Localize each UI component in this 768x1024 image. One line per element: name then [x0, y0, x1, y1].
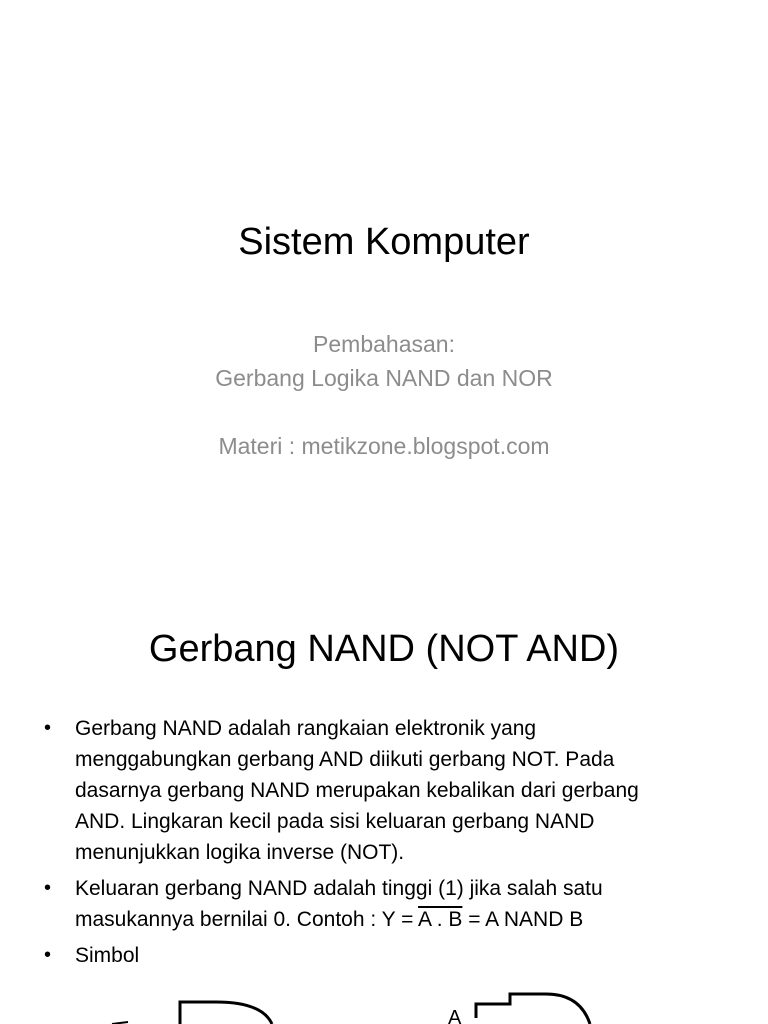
nand-gate-shape	[180, 1002, 272, 1024]
slide-2	[0, 565, 768, 1024]
bullet-item: • Simbol	[44, 940, 724, 971]
formula-overline: A . B	[418, 908, 463, 931]
bullet-list	[44, 713, 724, 976]
bullet-item: • Keluaran gerbang NAND adalah tinggi (1) jika salah satu masukannya bernilai 0. Contoh : Y = A . B = A NAND B	[44, 873, 724, 935]
nand-symbol-diagram	[0, 990, 768, 1024]
bullet-item: • Gerbang NAND adalah rangkaian elektronik yang menggabungkan gerbang AND diikuti gerbang NOT. Pada dasarnya gerbang NAND merupakan kebalikan dari gerbang AND. Lingkaran kecil pada sisi keluaran gerbang NAND menunjukkan logika inverse (NOT).	[44, 713, 724, 868]
bullet-icon: •	[44, 877, 52, 899]
nand-gate-shape	[476, 994, 590, 1024]
formula-line: masukannya bernilai 0. Contoh : Y = A . B = A NAND B	[75, 908, 584, 931]
subtitle-source: Materi : metikzone.blogspot.com	[218, 433, 550, 459]
input-label: A	[448, 1007, 462, 1024]
subtitle-line: Gerbang Logika NAND dan NOR	[215, 365, 553, 391]
bullet-icon: •	[44, 944, 52, 966]
slide-title: Sistem Komputer	[238, 221, 530, 263]
bullet-icon: •	[44, 717, 52, 739]
subtitle-line: Pembahasan:	[313, 331, 455, 357]
slide-subtitle	[0, 327, 768, 463]
slide-title: Gerbang NAND (NOT AND)	[148, 628, 620, 670]
